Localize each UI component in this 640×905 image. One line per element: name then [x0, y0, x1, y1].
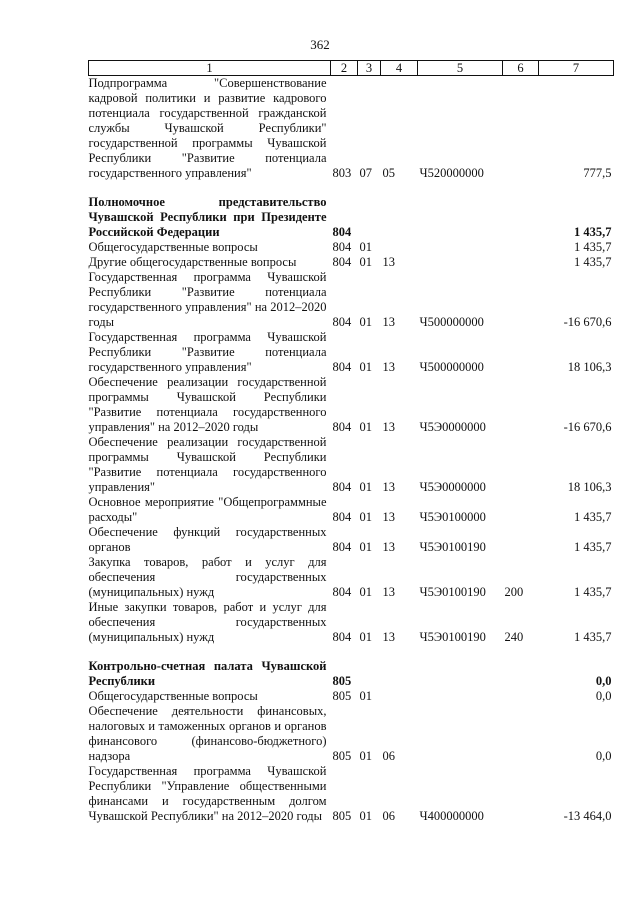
row-code-section: 01	[359, 585, 372, 599]
row-name: Контрольно-счетная палата Чувашской Республики	[88, 659, 327, 688]
row-code-section: 01	[359, 630, 372, 644]
row-code-administrator: 804	[332, 360, 352, 374]
table-body	[89, 76, 614, 825]
row-code-target-article: Ч500000000	[419, 315, 484, 329]
row-name: Обеспечение деятельности финансовых, налоговых и таможенных органов и органов финансового (финансово-бюджетного) надзора	[88, 704, 327, 763]
row-code-subsection: 13	[382, 540, 395, 554]
spacer-cell	[89, 181, 614, 195]
row-code-administrator: 804	[332, 225, 352, 239]
row-code-section	[358, 195, 381, 240]
row-code-expense-type	[503, 195, 539, 240]
row-code-subsection: 13	[382, 360, 395, 374]
row-code-target-article: Ч5Э0100000	[419, 510, 486, 524]
table-spacer-row	[89, 645, 614, 659]
row-name: Закупка товаров, работ и услуг для обеспечения государственных (муниципальных) нужд	[88, 555, 327, 599]
row-amount: 1 435,7	[574, 225, 612, 239]
row-code-subsection: 13	[382, 315, 395, 329]
row-name: Подпрограмма "Совершенствование кадровой политики и развитие кадрового потенциала государственной гражданской службы Чувашской Республики" государственной программы Чувашской Республики "Развитие потенциала государственного управления"	[88, 76, 327, 180]
table-row	[89, 435, 614, 495]
row-code-subsection: 06	[382, 749, 395, 763]
row-amount: 1 435,7	[574, 255, 612, 269]
row-code-target-article: Ч5Э0100190	[419, 585, 486, 599]
column-header: 1	[89, 61, 331, 76]
row-code-expense-type	[503, 270, 539, 330]
row-code-subsection: 05	[382, 166, 395, 180]
table-row	[89, 375, 614, 435]
row-code-administrator: 804	[332, 420, 352, 434]
row-name: Государственная программа Чувашской Республики "Развитие потенциала государственного управления" на 2012–2020 годы	[88, 270, 327, 329]
row-code-subsection	[381, 689, 418, 704]
table-row-organization	[89, 659, 614, 689]
table-row	[89, 270, 614, 330]
row-code-target-article: Ч5Э0100190	[419, 540, 486, 554]
row-code-target-article: Ч5Э0100190	[419, 630, 486, 644]
row-code-section	[358, 659, 381, 689]
row-code-expense-type	[503, 659, 539, 689]
row-code-administrator: 804	[332, 510, 352, 524]
row-amount: -13 464,0	[563, 809, 612, 823]
column-header: 4	[381, 61, 418, 76]
row-code-administrator: 804	[332, 315, 352, 329]
row-name: Государственная программа Чувашской Республики "Развитие потенциала государственного управления"	[88, 330, 327, 374]
row-code-expense-type	[503, 764, 539, 824]
row-code-administrator: 804	[332, 630, 352, 644]
row-code-expense-type	[503, 240, 539, 255]
row-code-section: 01	[359, 360, 372, 374]
row-code-expense-type	[503, 330, 539, 375]
row-code-target-article: Ч500000000	[419, 360, 484, 374]
row-code-expense-type	[503, 495, 539, 525]
row-code-expense-type: 240	[504, 630, 524, 644]
row-code-section: 01	[359, 510, 372, 524]
row-code-section: 01	[359, 689, 372, 703]
column-header: 5	[418, 61, 503, 76]
row-code-section: 01	[359, 809, 372, 823]
row-code-administrator: 804	[332, 540, 352, 554]
row-code-target-article	[418, 240, 503, 255]
row-code-subsection	[381, 195, 418, 240]
row-code-administrator: 805	[332, 749, 352, 763]
row-code-target-article	[418, 255, 503, 270]
row-code-subsection: 13	[382, 255, 395, 269]
row-code-administrator: 804	[332, 240, 352, 254]
budget-table	[88, 60, 614, 824]
column-header: 6	[503, 61, 539, 76]
row-code-section: 07	[359, 166, 372, 180]
row-name: Обеспечение функций государственных органов	[88, 525, 327, 554]
row-code-subsection: 13	[382, 420, 395, 434]
column-header: 7	[539, 61, 614, 76]
row-code-administrator: 804	[332, 480, 352, 494]
table-row	[89, 330, 614, 375]
table-row	[89, 689, 614, 704]
table-row	[89, 255, 614, 270]
row-amount: 0,0	[595, 674, 612, 688]
row-amount: 777,5	[583, 166, 612, 180]
row-code-administrator: 804	[332, 255, 352, 269]
row-code-section: 01	[359, 540, 372, 554]
row-code-administrator: 805	[332, 809, 352, 823]
row-code-target-article: Ч520000000	[419, 166, 484, 180]
row-name: Полномочное представительство Чувашской Республики при Президенте Российской Федерации	[88, 195, 327, 239]
row-code-expense-type	[503, 689, 539, 704]
row-code-target-article	[418, 689, 503, 704]
row-code-subsection	[381, 659, 418, 689]
row-code-expense-type	[503, 525, 539, 555]
table-row	[89, 76, 614, 182]
table-row	[89, 704, 614, 764]
column-header: 2	[331, 61, 358, 76]
table-spacer-row	[89, 181, 614, 195]
row-code-subsection	[381, 240, 418, 255]
spacer-cell	[89, 645, 614, 659]
row-name: Другие общегосударственные вопросы	[88, 255, 297, 269]
row-amount: 0,0	[595, 749, 612, 763]
row-amount: -16 670,6	[563, 315, 612, 329]
table-row	[89, 240, 614, 255]
row-code-expense-type	[503, 76, 539, 182]
row-code-expense-type	[503, 255, 539, 270]
row-code-section: 01	[359, 315, 372, 329]
row-code-section: 01	[359, 255, 372, 269]
row-name: Основное мероприятие "Общепрограммные расходы"	[88, 495, 327, 524]
row-code-section: 01	[359, 240, 372, 254]
row-code-section: 01	[359, 420, 372, 434]
row-amount: 1 435,7	[574, 510, 612, 524]
table-header-row	[89, 61, 614, 76]
row-code-section: 01	[359, 480, 372, 494]
row-code-expense-type	[503, 375, 539, 435]
row-name: Иные закупки товаров, работ и услуг для обеспечения государственных (муниципальных) нужд	[88, 600, 327, 644]
row-code-target-article	[418, 659, 503, 689]
row-name: Обеспечение реализации государственной программы Чувашской Республики "Развитие потенциала государственного управления" на 2012–2020 годы	[88, 375, 327, 434]
row-code-expense-type	[503, 435, 539, 495]
table-row	[89, 600, 614, 645]
row-code-section: 01	[359, 749, 372, 763]
row-code-target-article	[418, 195, 503, 240]
row-code-subsection: 13	[382, 585, 395, 599]
row-name: Общегосударственные вопросы	[88, 689, 258, 703]
column-header: 3	[358, 61, 381, 76]
row-code-target-article: Ч5Э0000000	[419, 420, 486, 434]
table-row	[89, 525, 614, 555]
row-code-target-article	[418, 704, 503, 764]
row-amount: 1 435,7	[574, 540, 612, 554]
row-code-administrator: 804	[332, 585, 352, 599]
row-code-administrator: 803	[332, 166, 352, 180]
row-code-expense-type	[503, 704, 539, 764]
row-amount: 1 435,7	[574, 585, 612, 599]
row-code-subsection: 13	[382, 630, 395, 644]
row-amount: 1 435,7	[574, 240, 612, 254]
table-row-organization	[89, 195, 614, 240]
row-name: Общегосударственные вопросы	[88, 240, 258, 254]
row-code-expense-type: 200	[504, 585, 524, 599]
page-number: 362	[310, 37, 330, 52]
row-amount: 18 106,3	[567, 480, 612, 494]
row-amount: 18 106,3	[567, 360, 612, 374]
row-code-subsection: 13	[382, 510, 395, 524]
row-code-subsection: 06	[382, 809, 395, 823]
row-code-target-article: Ч400000000	[419, 809, 484, 823]
row-amount: 0,0	[595, 689, 612, 703]
row-code-administrator: 805	[332, 674, 352, 688]
row-amount: -16 670,6	[563, 420, 612, 434]
row-code-target-article: Ч5Э0000000	[419, 480, 486, 494]
row-name: Обеспечение реализации государственной программы Чувашской Республики "Развитие потенциала государственного управления"	[88, 435, 327, 494]
row-name: Государственная программа Чувашской Республики "Управление общественными финансами и государственным долгом Чувашской Республики" на 2012–2020 годы	[88, 764, 327, 823]
table-row	[89, 495, 614, 525]
table-row	[89, 555, 614, 600]
table-row	[89, 764, 614, 824]
row-code-administrator: 805	[332, 689, 352, 703]
row-code-subsection: 13	[382, 480, 395, 494]
row-amount: 1 435,7	[574, 630, 612, 644]
